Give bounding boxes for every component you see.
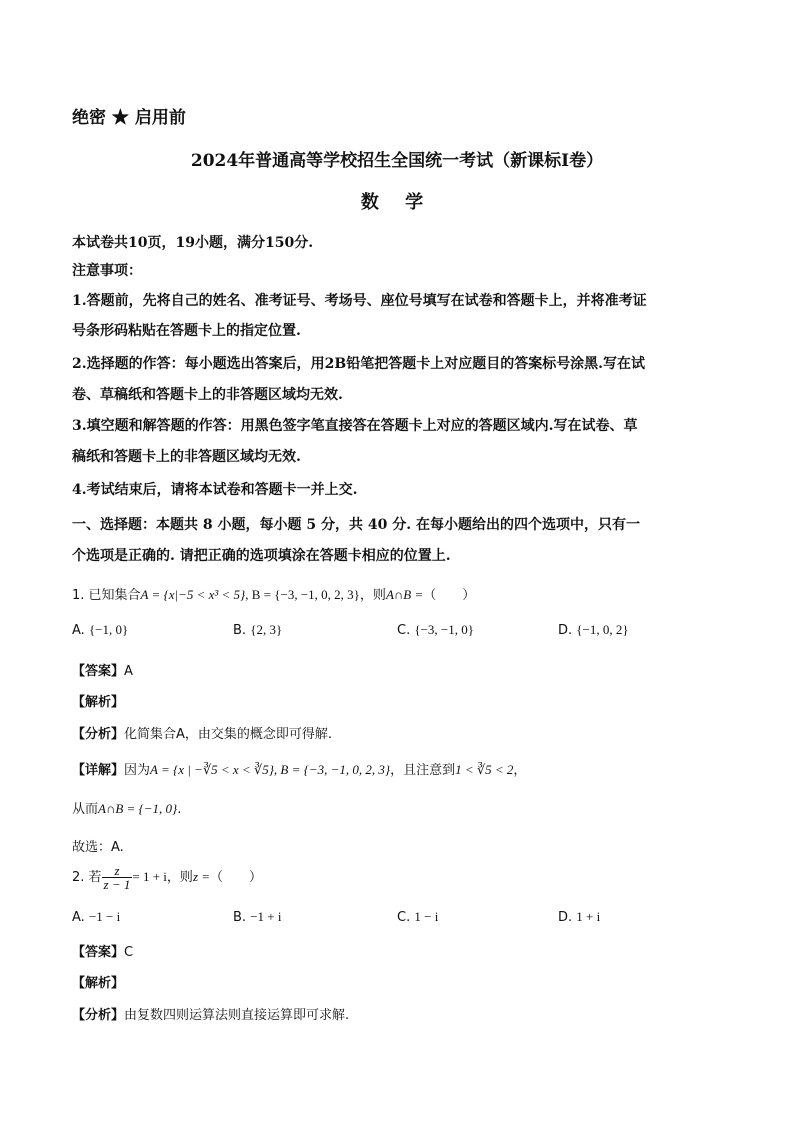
exam-title: 2024年普通高等学校招生全国统一考试（新课标I卷） [190, 151, 604, 171]
q1-option-d: D. {−1, 0, 2} [558, 622, 629, 638]
q1-prefix: 1. 已知集合 [72, 588, 141, 603]
q1-option-c: C. {−3, −1, 0} [397, 622, 475, 638]
note-1-line-1: 1.答题前，先将自己的姓名、准考证号、考场号、座位号填写在试卷和答题卡上，并将准考证 [72, 293, 647, 309]
q2-option-d: D. 1 + i [558, 909, 601, 925]
q2-analysis-tag: 【解析】 [72, 976, 125, 991]
secret-label: 绝密 ★ 启用前 [72, 108, 186, 128]
note-2-line-2: 卷、草稿纸和答题卡上的非答题区域均无效. [72, 387, 343, 403]
q1-set-a: A = {x|−5 < x³ < 5} [140, 587, 246, 602]
q2-option-b: B. −1 + i [233, 909, 282, 925]
q2-rhs: = 1 + i [132, 869, 167, 884]
q1-option-b: B. {2, 3} [233, 622, 283, 638]
q2-option-a: A. −1 − i [72, 909, 121, 925]
q2-fenxi: 【分析】由复数四则运算法则直接运算即可求解. [72, 1008, 350, 1023]
q1-detail: 【详解】因为A = {x | −∛5 < x < ∛5}, B = {−3, −1, 0, 2, 3}，且注意到1 < ∛5 < 2， [72, 762, 527, 778]
q1-conclusion: 从而A∩B = {−1, 0}. [72, 801, 182, 817]
note-1-line-2: 号条形码粘贴在答题卡上的指定位置. [72, 323, 301, 339]
q1-option-a: A. {−1, 0} [72, 622, 129, 638]
q1-answer: 【答案】A [72, 664, 133, 679]
q1-set-b: , B = {−3, −1, 0, 2, 3} [245, 587, 360, 602]
notes-title: 注意事项： [72, 263, 142, 279]
q1-detail-ineq: 1 < ∛5 < 2 [455, 762, 514, 777]
q1-paren: （ ） [423, 588, 476, 603]
q1-expr: A∩B = [385, 587, 424, 602]
section-1-line-1: 一、选择题：本题共 8 小题，每小题 5 分，共 40 分. 在每小题给出的四个选项中，只有一 [72, 517, 640, 533]
q2-fraction: $\frac{z}{z - 1}$ [103, 863, 131, 892]
exam-info: 本试卷共10页，19小题，满分150分. [72, 235, 314, 251]
section-1-line-2: 个选项是正确的. 请把正确的选项填涂在答题卡相应的位置上. [72, 548, 451, 564]
note-3-line-1: 3.填空题和解答题的作答：用黑色签字笔直接答在答题卡上对应的答题区域内.写在试卷、草 [72, 418, 638, 434]
q2-answer: 【答案】C [72, 945, 134, 960]
note-4: 4.考试结束后，请将本试卷和答题卡一并上交. [72, 482, 358, 498]
question-2: 2. 若 $\frac{z}{z - 1}$ = 1 + i，则z =（ ） [72, 863, 263, 892]
note-2-line-1: 2.选择题的作答：每小题选出答案后，用2B铅笔把答题卡上对应题目的答案标号涂黑.写在试 [72, 356, 646, 372]
q1-choice: 故选：A. [72, 840, 124, 855]
question-1 [72, 584, 475, 603]
q1-analysis-tag: 【解析】 [72, 695, 125, 710]
note-3-line-2: 稿纸和答题卡上的非答题区域均无效. [72, 449, 301, 465]
q1-suffix: ，则 [359, 588, 386, 603]
q2-option-c: C. 1 − i [397, 909, 439, 925]
q1-fenxi: 【分析】化简集合A，由交集的概念即可得解. [72, 727, 333, 742]
subject-title: 数 学 [360, 192, 434, 213]
q1-detail-sets: A = {x | −∛5 < x < ∛5}, B = {−3, −1, 0, 2, 3} [150, 762, 391, 777]
